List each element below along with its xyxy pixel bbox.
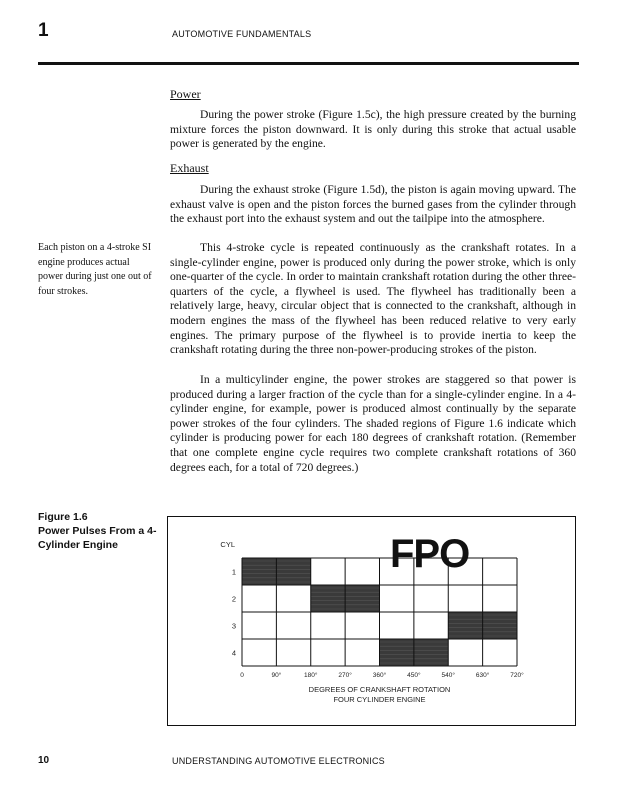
power-paragraph: During the power stroke (Figure 1.5c), the high pressure created by the burning mixture forces the piston downward. It is only during this stroke that actual usable power is generated by the engine. <box>170 108 576 151</box>
x-axis-title: DEGREES OF CRANKSHAFT ROTATION <box>308 685 451 694</box>
cylinder-label: 3 <box>231 621 236 631</box>
header-rule <box>38 62 579 65</box>
x-tick-label: 360° <box>372 672 387 679</box>
power-heading: Power <box>170 87 201 101</box>
figure-label: Figure 1.6 <box>38 511 88 523</box>
multicylinder-paragraph: In a multicylinder engine, the power strokes are staggered so that power is produced during a larger fraction of the cycle than for a single-cylinder engine. In a 4-cylinder engine, for example, power is produced almost continually by the separate power strokes of the four cylinders. The shaded regions of Figure 1.6 indicate which cylinder is producing power for each 180 degrees of crankshaft rotation. (Remember that one complete engine cycle requires two complete crankshaft rotations of 360 degrees each, for a total of 720 degrees.) <box>170 373 576 474</box>
page-number: 10 <box>38 755 50 766</box>
x-tick-label: 180° <box>304 672 318 679</box>
x-tick-label: 540° <box>441 672 455 679</box>
x-tick-label: 450° <box>407 672 421 679</box>
x-tick-label: 90° <box>271 672 282 679</box>
fpo-placeholder: FPO <box>390 532 470 576</box>
cycle-paragraph: This 4-stroke cycle is repeated continuously as the crankshaft rotates. In a single-cylinder engine, power is produced only during the power stroke, which is only one-quarter of the cycle. In order to maintain crankshaft rotation during the other three-quarters of the cycle, a flywheel is used. The flywheel has traditionally been a relatively large, heavy, circular object that is connected to the crankshaft, although in modern engines the mass of the flywheel has been reduced relative to very early engines. The primary purpose of the flywheel is to provide inertia to keep the crankshaft rotating during the three non-power-producing strokes of the piston. <box>170 241 576 357</box>
power-pulse-chart <box>167 516 576 726</box>
book-title: UNDERSTANDING AUTOMOTIVE ELECTRONICS <box>172 756 385 766</box>
cylinder-label: 4 <box>231 648 236 658</box>
x-tick-label: 630° <box>475 672 490 679</box>
x-tick-label: 720° <box>510 672 524 679</box>
y-axis-label: CYL <box>220 540 235 549</box>
x-tick-label: 270° <box>338 672 352 679</box>
x-tick-label: 0 <box>240 672 244 679</box>
chapter-title: AUTOMOTIVE FUNDAMENTALS <box>172 29 312 39</box>
exhaust-heading: Exhaust <box>170 161 209 175</box>
cylinder-label: 2 <box>231 594 236 604</box>
cylinder-label: 1 <box>231 567 236 577</box>
chart-title: FOUR CYLINDER ENGINE <box>333 695 426 704</box>
margin-note: Each piston on a 4-stroke SI engine produces actual power during just one out of four strokes. <box>38 242 152 297</box>
exhaust-paragraph: During the exhaust stroke (Figure 1.5d), the piston is again moving upward. The exhaust valve is open and the piston forces the burned gases from the cylinder through the exhaust port into the exhaust system and out the tailpipe into the atmosphere. <box>170 183 576 226</box>
figure-caption <box>38 510 158 552</box>
chapter-number: 1 <box>38 20 49 41</box>
figure-title: Power Pulses From a 4-Cylinder Engine <box>38 525 157 551</box>
